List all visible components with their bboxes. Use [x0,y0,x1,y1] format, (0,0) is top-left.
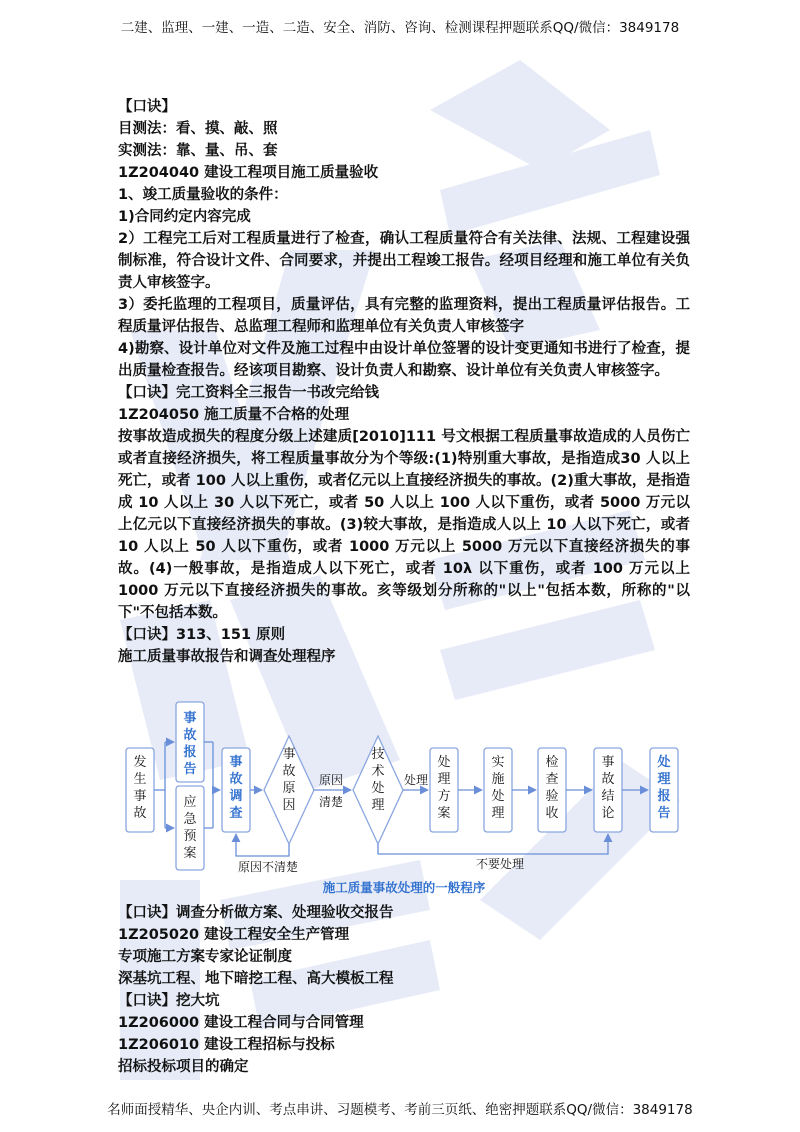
mnemonic-completion: 【口诀】完工资料全三报告一书改完给钱 [118,385,379,401]
mnemonic-heading: 【口诀】 [118,99,176,115]
mnemonic-313: 【口诀】313、151 原则 [118,627,286,643]
node-scheme-label: 处理方案 [437,755,451,821]
node-check-label: 检查验收 [545,755,559,821]
node-tech-label: 技术处理 [371,747,385,813]
special-projects: 深基坑工程、地下暗挖工程、高大模板工程 [118,971,394,987]
edge-label-no-process: 不要处理 [476,857,525,871]
section-heading-1z206000: 1Z206000 建设工程合同与合同管理 [118,1015,364,1031]
node-final-report-label: 处理报告 [657,755,671,821]
mnemonic-dig: 【口诀】挖大坑 [118,993,220,1009]
flowchart-caption: 施工质量事故处理的一般程序 [322,880,486,895]
section-heading-1z204050: 1Z204050 施工质量不合格的处理 [118,407,350,423]
accident-classification: 按事故造成损失的程度分级上述建质[2010]111 号文根据工程质量事故造成的人员伤亡或者直接经济损失，将工程质量事故分为个等级:(1)特别重大事故，是指造成30 人以上死亡，或者 100 人以上重伤，或者亿元以上直接经济损失的事故。(2)重大事故，是指造成 10 人以上 30 人以下死亡，或者 50 人以上 100 人以下重伤，或者 5000 万元以上亿元以下直接经济损失的事故。(3)较大事故，是指造成人以上 10 人以下死亡，或者 10 人以上 50 人以下重伤，或者 1000 万元以上 5000 万元以下直接经济损失的事故。(4)一般事故，是指造成人以下死亡，或者 10λ 以下重伤，或者 100 万元以上 1000 万元以下直接经济损失的事故。亥等级划分所称的"以上"包括本数，所称的"以下"不包括本数。 [118,429,690,621]
procedure-heading: 施工质量事故报告和调查处理程序 [118,649,336,665]
bidding-project-determination: 招标投标项目的确定 [118,1059,249,1075]
mnemonic-investigation: 【口诀】调查分析做方案、处理验收交报告 [118,905,394,921]
section-heading-1z206010: 1Z206010 建设工程招标与投标 [118,1037,335,1053]
edge-label-unclear: 原因不清楚 [238,860,299,874]
node-occur-label: 发生事故 [133,755,147,821]
node-plan-label: 应急预案 [183,795,197,861]
condition-3: 3）委托监理的工程项目，质量评估，具有完整的监理资料，提出工程质量评估报告。工程质量评估报告、总监理工程师和监理单位有关负责人审核签字 [118,297,690,335]
accident-procedure-flowchart [118,678,690,874]
page-header: 二建、监理、一建、一造、二造、安全、消防、咨询、检测课程押题联系QQ/微信：3849178 [120,20,680,36]
node-cause-label: 事故原因 [282,747,296,813]
document-body [118,96,690,1078]
expert-review-system: 专项施工方案专家论证制度 [118,949,292,965]
section-heading-1z204040: 1Z204040 建设工程项目施工质量验收 [118,165,379,181]
acceptance-conditions-heading: 1、竣工质量验收的条件： [118,187,288,203]
node-conclusion-label: 事故结论 [601,755,615,821]
condition-1: 1)合同约定内容完成 [118,209,251,225]
edge-label-process: 处理 [404,773,429,787]
node-implement-label: 实施处理 [491,755,505,821]
section-heading-1z205020: 1Z205020 建设工程安全生产管理 [118,927,350,943]
page-footer: 名师面授精华、央企内训、考点串讲、习题模考、考前三页纸、绝密押题联系QQ/微信：3849178 [107,1102,693,1118]
visual-method: 目测法：看、摸、敲、照 [118,121,278,137]
condition-2: 2）工程完工后对工程质量进行了检查，确认工程质量符合有关法律、法规、工程建设强制标准，符合设计文件、合同要求，并提出工程竣工报告。经项目经理和施工单位有关负责人审核签字。 [118,231,690,291]
node-report-label: 事故报告 [183,711,197,777]
edge-label-clear: 清楚 [319,795,344,809]
condition-4: 4)勘察、设计单位对文件及施工过程中由设计单位签署的设计变更通知书进行了检查，提出质量检查报告。经该项目勘察、设计负责人和勘察、设计单位有关负责人审核签字。 [118,341,690,379]
node-investigate-label: 事故调查 [229,755,243,821]
edge-label-cause: 原因 [319,773,344,787]
measure-method: 实测法：靠、量、吊、套 [118,143,278,159]
